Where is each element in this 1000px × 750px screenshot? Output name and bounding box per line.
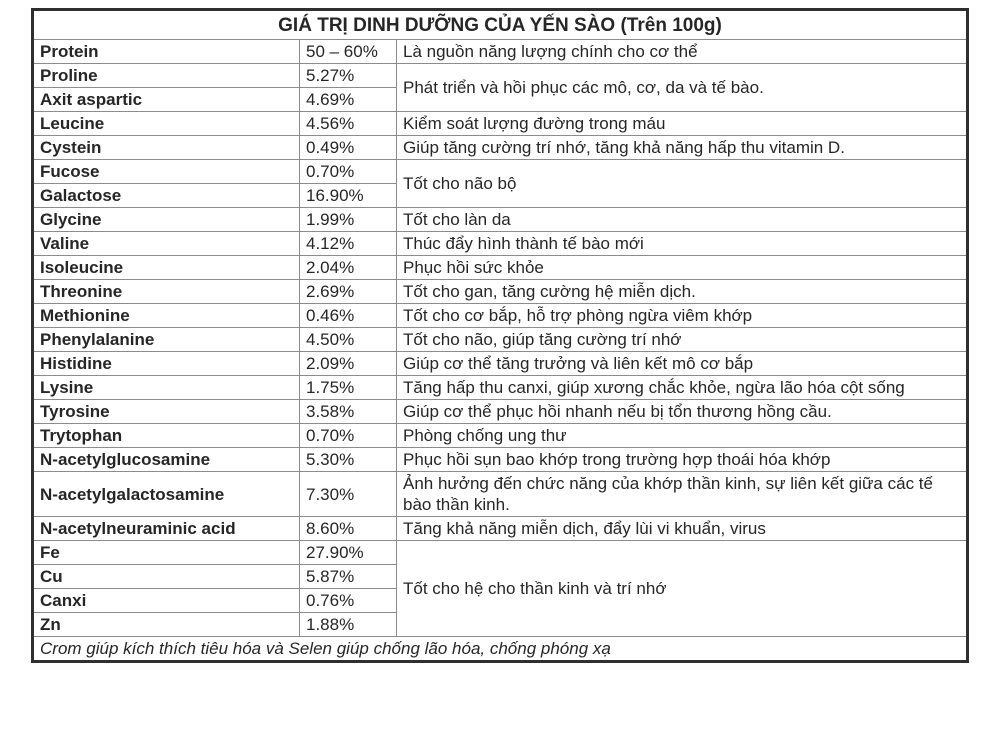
nutrient-name-cell: Lysine <box>33 376 300 400</box>
table-row <box>33 328 968 352</box>
table-row <box>33 64 968 88</box>
nutrient-name-cell: Proline <box>33 64 300 88</box>
table-row <box>33 352 968 376</box>
nutrient-name-cell: Axit aspartic <box>33 88 300 112</box>
nutrient-desc-cell: Tốt cho hệ cho thần kinh và trí nhớ <box>397 541 968 637</box>
nutrient-value-cell: 2.04% <box>300 256 397 280</box>
nutrient-desc-cell: Ảnh hưởng đến chức năng của khớp thần kinh, sự liên kết giữa các tế bào thần kinh. <box>397 472 968 517</box>
table-row <box>33 400 968 424</box>
table-footer-row <box>33 637 968 662</box>
nutrient-desc-cell: Tăng hấp thu canxi, giúp xương chắc khỏe, ngừa lão hóa cột sống <box>397 376 968 400</box>
nutrient-name-cell: N-acetylglucosamine <box>33 448 300 472</box>
nutrient-desc-cell: Tăng khả năng miễn dịch, đẩy lùi vi khuẩn, virus <box>397 517 968 541</box>
nutrient-value-cell: 0.49% <box>300 136 397 160</box>
table-row <box>33 112 968 136</box>
nutrient-name-cell: Canxi <box>33 589 300 613</box>
nutrient-value-cell: 50 – 60% <box>300 40 397 64</box>
nutrient-name-cell: Protein <box>33 40 300 64</box>
nutrient-desc-cell: Là nguồn năng lượng chính cho cơ thể <box>397 40 968 64</box>
nutrient-name-cell: Histidine <box>33 352 300 376</box>
nutrient-value-cell: 7.30% <box>300 472 397 517</box>
nutrient-value-cell: 16.90% <box>300 184 397 208</box>
nutrient-desc-cell: Giúp tăng cường trí nhớ, tăng khả năng hấp thu vitamin D. <box>397 136 968 160</box>
nutrient-name-cell: Valine <box>33 232 300 256</box>
table-row <box>33 256 968 280</box>
nutrient-desc-cell: Phòng chống ung thư <box>397 424 968 448</box>
nutrient-desc-cell: Tốt cho cơ bắp, hỗ trợ phòng ngừa viêm khớp <box>397 304 968 328</box>
nutrient-value-cell: 4.56% <box>300 112 397 136</box>
table-row <box>33 160 968 184</box>
table-row <box>33 376 968 400</box>
nutrient-name-cell: Phenylalanine <box>33 328 300 352</box>
table-row <box>33 304 968 328</box>
table-row <box>33 232 968 256</box>
nutrient-name-cell: N-acetylneuraminic acid <box>33 517 300 541</box>
nutrient-desc-cell: Phục hồi sức khỏe <box>397 256 968 280</box>
nutrition-table <box>31 8 969 663</box>
table-row <box>33 448 968 472</box>
nutrient-value-cell: 0.70% <box>300 160 397 184</box>
nutrient-name-cell: Galactose <box>33 184 300 208</box>
nutrient-desc-cell: Tốt cho làn da <box>397 208 968 232</box>
nutrient-value-cell: 4.50% <box>300 328 397 352</box>
nutrient-value-cell: 4.69% <box>300 88 397 112</box>
nutrient-name-cell: Tyrosine <box>33 400 300 424</box>
nutrient-value-cell: 2.69% <box>300 280 397 304</box>
nutrient-value-cell: 5.27% <box>300 64 397 88</box>
nutrient-name-cell: N-acetylgalactosamine <box>33 472 300 517</box>
table-row <box>33 472 968 517</box>
nutrient-desc-cell: Tốt cho não, giúp tăng cường trí nhớ <box>397 328 968 352</box>
table-row <box>33 517 968 541</box>
nutrient-name-cell: Methionine <box>33 304 300 328</box>
table-row <box>33 424 968 448</box>
nutrient-desc-cell: Giúp cơ thể phục hồi nhanh nếu bị tổn thương hồng cầu. <box>397 400 968 424</box>
nutrient-value-cell: 8.60% <box>300 517 397 541</box>
nutrient-desc-cell: Thúc đẩy hình thành tế bào mới <box>397 232 968 256</box>
table-title-row <box>33 10 968 40</box>
nutrient-name-cell: Glycine <box>33 208 300 232</box>
nutrient-value-cell: 5.30% <box>300 448 397 472</box>
table-row <box>33 541 968 565</box>
nutrient-value-cell: 1.75% <box>300 376 397 400</box>
nutrient-value-cell: 0.76% <box>300 589 397 613</box>
nutrient-value-cell: 3.58% <box>300 400 397 424</box>
nutrient-name-cell: Fe <box>33 541 300 565</box>
nutrient-value-cell: 4.12% <box>300 232 397 256</box>
nutrient-name-cell: Leucine <box>33 112 300 136</box>
table-footer-note: Crom giúp kích thích tiêu hóa và Selen giúp chống lão hóa, chống phóng xạ <box>33 637 968 662</box>
nutrient-value-cell: 1.99% <box>300 208 397 232</box>
nutrient-value-cell: 0.70% <box>300 424 397 448</box>
nutrient-value-cell: 5.87% <box>300 565 397 589</box>
nutrient-name-cell: Isoleucine <box>33 256 300 280</box>
table-row <box>33 208 968 232</box>
table-title: GIÁ TRỊ DINH DƯỠNG CỦA YẾN SÀO (Trên 100g) <box>33 10 968 40</box>
nutrient-desc-cell: Phát triển và hồi phục các mô, cơ, da và tế bào. <box>397 64 968 112</box>
nutrient-name-cell: Threonine <box>33 280 300 304</box>
nutrient-desc-cell: Kiểm soát lượng đường trong máu <box>397 112 968 136</box>
nutrient-value-cell: 27.90% <box>300 541 397 565</box>
nutrient-name-cell: Zn <box>33 613 300 637</box>
nutrient-name-cell: Trytophan <box>33 424 300 448</box>
table-row <box>33 280 968 304</box>
nutrient-value-cell: 2.09% <box>300 352 397 376</box>
nutrient-desc-cell: Tốt cho gan, tăng cường hệ miễn dịch. <box>397 280 968 304</box>
nutrient-value-cell: 1.88% <box>300 613 397 637</box>
nutrient-name-cell: Cystein <box>33 136 300 160</box>
table-row <box>33 136 968 160</box>
table-row <box>33 40 968 64</box>
nutrient-name-cell: Fucose <box>33 160 300 184</box>
nutrient-desc-cell: Tốt cho não bộ <box>397 160 968 208</box>
nutrient-desc-cell: Giúp cơ thể tăng trưởng và liên kết mô cơ bắp <box>397 352 968 376</box>
nutrient-desc-cell: Phục hồi sụn bao khớp trong trường hợp thoái hóa khớp <box>397 448 968 472</box>
nutrient-name-cell: Cu <box>33 565 300 589</box>
nutrient-value-cell: 0.46% <box>300 304 397 328</box>
